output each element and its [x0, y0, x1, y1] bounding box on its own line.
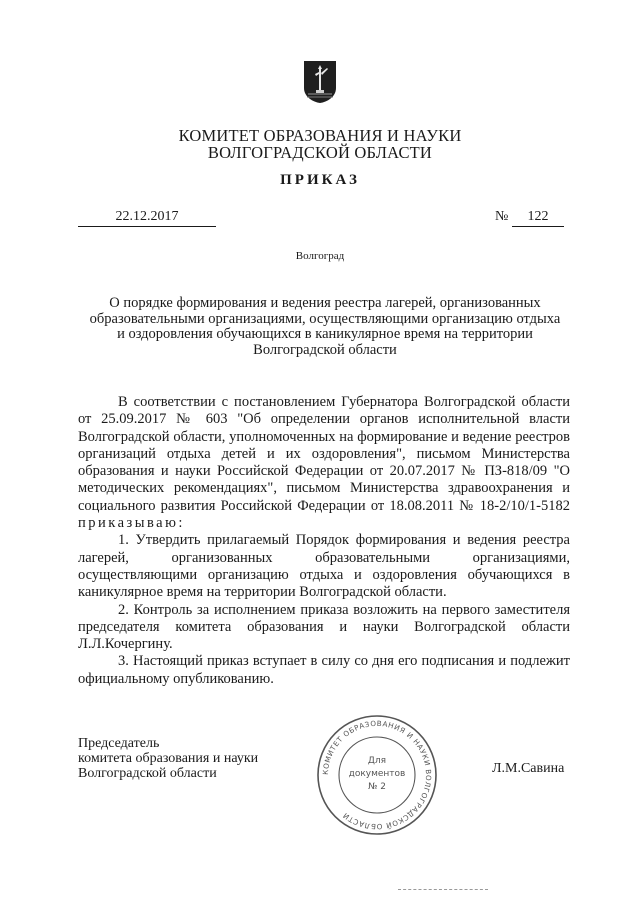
signatory-title-line-2: комитета образования и науки: [78, 751, 259, 766]
subject-line-1: О порядке формирования и ведения реестра лагерей, организованных: [109, 295, 541, 311]
signatory-title-line-1: Председатель: [78, 736, 160, 751]
signatory-name: Л.М.Савина: [492, 761, 565, 776]
preamble-text: В соответствии с постановлением Губернатора Волгоградской области от 25.09.2017 № 603 "Об определении органов исполнительной власти Волгоградской области, уполномоченных на формирование и ведение реестров организаций отдыха детей и их оздоровления", письмом Министерства образования и науки Российской Федерации от 20.07.2017 № ПЗ-818/09 "О методических рекомендациях", письмом Министерства здравоохранения и социального развития Российской Федерации от 18.08.2011 № 18-2/10/1-5182: [78, 394, 570, 514]
subject-line-4: Волгоградской области: [253, 341, 397, 358]
signatory-title-line-3: Волгоградской области: [78, 766, 217, 781]
stamp-line-3: № 2: [368, 782, 386, 792]
bottom-divider: [398, 889, 488, 890]
order-number: 122: [512, 208, 564, 227]
stamp-line-2: документов: [348, 769, 406, 779]
order-item-2: 2. Контроль за исполнением приказа возложить на первого заместителя председателя комитета образования и науки Волгоградской области Л.Л.Кочергину.: [78, 601, 570, 653]
signatory-title: [78, 736, 258, 781]
order-title: ПРИКАЗ: [280, 172, 360, 188]
city: Волгоград: [295, 250, 345, 262]
order-date: 22.12.2017: [78, 208, 216, 227]
volgograd-coat-of-arms-icon: [303, 60, 337, 104]
subject-line-2: образовательными организациями, осуществляющими организацию отдыха: [89, 310, 561, 327]
committee-line-1: КОМИТЕТ ОБРАЗОВАНИЯ И НАУКИ: [178, 126, 462, 145]
order-body: [78, 394, 570, 688]
order-item-1: 1. Утвердить прилагаемый Порядок формирования и ведения реестра лагерей, организованных образовательными организациями, осуществляющими организацию отдыха и оздоровления обучающихся в каникулярное время на территории Волгоградской области.: [78, 532, 570, 601]
stamp-line-1: Для: [367, 756, 387, 766]
order-number-label: №: [495, 209, 509, 224]
subject-line-3: и оздоровления обучающихся в каникулярное время на территории: [117, 326, 533, 342]
decree-word: приказываю:: [78, 515, 185, 532]
committee-line-2: ВОЛГОГРАДСКОЙ ОБЛАСТИ: [207, 143, 433, 162]
order-subject: [60, 296, 590, 358]
preamble-paragraph: [78, 394, 570, 532]
order-item-3: 3. Настоящий приказ вступает в силу со дня его подписания и подлежит официальному опубликованию.: [78, 653, 570, 687]
official-stamp: [315, 713, 439, 837]
stamp-ring-text: КОМИТЕТ ОБРАЗОВАНИЯ И НАУКИ ВОЛГОГРАДСКОЙ ОБЛАСТИ: [320, 718, 434, 832]
committee-name: [0, 127, 640, 161]
